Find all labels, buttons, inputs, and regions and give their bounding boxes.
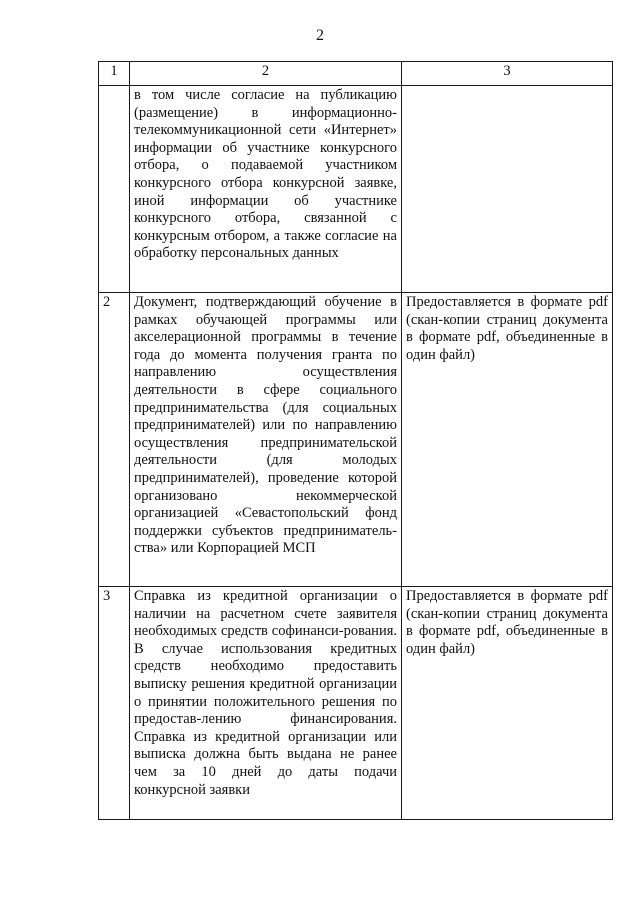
submission-format-text: Предоставляется в формате pdf (скан-копии страниц документа в формате pdf, объединенные в один файл)	[406, 294, 608, 363]
column-header-2: 2	[130, 62, 402, 86]
submission-format	[402, 86, 613, 293]
table-header-row	[99, 62, 613, 86]
submission-format-text: Предоставляется в формате pdf (скан-копии страниц документа в формате pdf, объединенные в один файл)	[406, 588, 608, 657]
page-number: 2	[316, 27, 324, 44]
submission-format	[402, 293, 613, 587]
document-description	[130, 587, 402, 820]
table-row	[99, 587, 613, 820]
row-number: 3	[99, 587, 130, 820]
document-description-text: в том числе согласие на публикацию (размещение) в информационно-телекоммуникационной сети «Интернет» информации об участнике конкурсного отбора, о подаваемой участником конкурсного отбора конкурсной заявке, иной информации об участнике конкурсного отбора, связанной с конкурсным отбором, а также согласие на обработку персональных данных	[134, 87, 397, 262]
document-description-text: Документ, подтверждающий обучение в рамках обучающей программы или акселерационной программы в течение года до момента получения гранта по направлению осуществления деятельности в сфере социального предпринимательства (для социальных предпринимателей) или по направлению осуществления предпринимательской деятельности (для молодых предпринимателей), проведение которой организовано некоммерческой организацией «Севастопольский фонд поддержки субъектов предприниматель-ства» или Корпорацией МСП	[134, 294, 397, 557]
document-description-text: Справка из кредитной организации о наличии на расчетном счете заявителя необходимых средств софинанси-рования. В случае использования кредитных средств необходимо предоставить выписку решения кредитной организации о принятии положительного решения по предостав-лению финансирования. Справка из кредитной организации или выписка должна быть выдана не ранее чем за 10 дней до даты подачи конкурсной заявки	[134, 588, 397, 798]
row-number: 2	[99, 293, 130, 587]
submission-format	[402, 587, 613, 820]
document-description	[130, 86, 402, 293]
documents-table	[98, 61, 613, 820]
column-header-1: 1	[99, 62, 130, 86]
table-row	[99, 86, 613, 293]
column-header-3: 3	[402, 62, 613, 86]
row-number	[99, 86, 130, 293]
table-row	[99, 293, 613, 587]
document-description	[130, 293, 402, 587]
